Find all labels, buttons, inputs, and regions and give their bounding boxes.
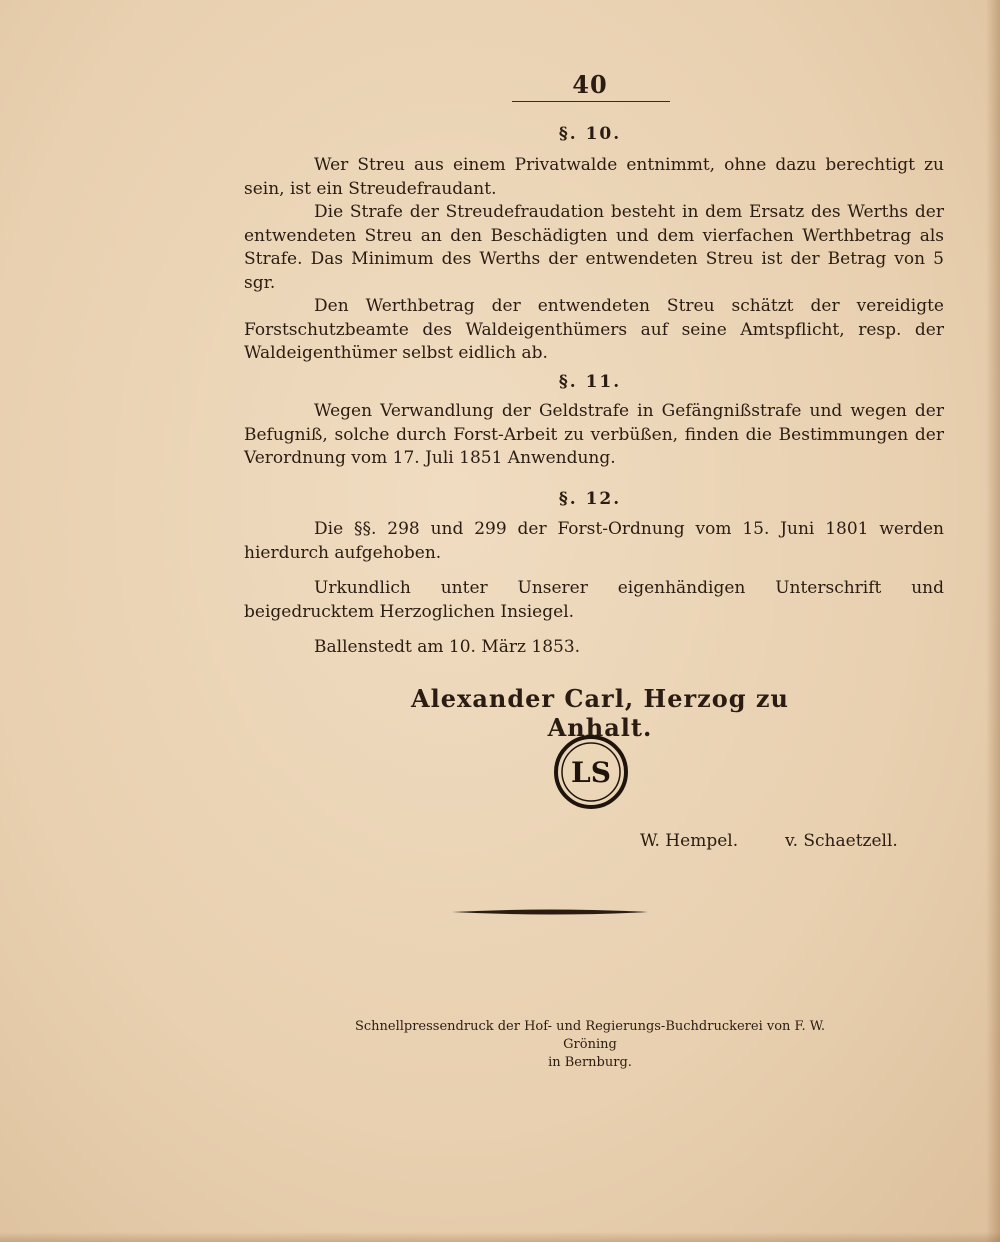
section-12-paragraph-2: Urkundlich unter Unserer eigenhändigen Unterschrift und beigedrucktem Herzoglichen Insiegel. bbox=[244, 578, 944, 622]
section-11-paragraph-1: Wegen Verwandlung der Geldstrafe in Gefängnißstrafe und wegen der Befugniß, solche durch Forst-Arbeit zu verbüßen, finden die Bestimmungen der Verordnung vom 17. Juli 1851 Anwendung. bbox=[244, 401, 944, 468]
ducal-signature: Alexander Carl, Herzog zu Anhalt. bbox=[411, 684, 789, 742]
section-12-heading: §. 12. bbox=[558, 489, 622, 509]
header-rule bbox=[512, 101, 670, 102]
countersignature-hempel: W. Hempel. bbox=[640, 831, 739, 851]
printer-imprint bbox=[330, 1018, 850, 1072]
seal-text: LS bbox=[571, 756, 611, 789]
section-10-paragraph-1: Wer Streu aus einem Privatwalde entnimmt, ohne dazu berechtigt zu sein, ist ein Streudefraudant. bbox=[244, 155, 944, 199]
imprint-line-1: Schnellpressendruck der Hof- und Regierungs-Buchdruckerei von F. W. Gröning bbox=[354, 1019, 826, 1052]
section-10-paragraph-2: Die Strafe der Streudefraudation besteht in dem Ersatz des Werths der entwendeten Streu an den Beschädigten und dem vierfachen Werthbetrag als Strafe. Das Minimum des Werths der entwendeten Streu ist der Betrag von 5 sgr. bbox=[244, 202, 944, 293]
section-10-heading: §. 10. bbox=[558, 124, 622, 144]
page-number: 40 bbox=[572, 70, 608, 99]
section-12-paragraph-1: Die §§. 298 und 299 der Forst-Ordnung vom 15. Juni 1801 werden hierdurch aufgehoben. bbox=[244, 519, 944, 563]
page-edge-shadow-bottom bbox=[0, 1232, 1000, 1242]
ornament-rule bbox=[450, 905, 650, 919]
seal-icon bbox=[553, 734, 629, 810]
section-11-heading: §. 11. bbox=[558, 372, 622, 392]
place-and-date: Ballenstedt am 10. März 1853. bbox=[314, 637, 581, 657]
countersignature-schaetzell: v. Schaetzell. bbox=[785, 831, 898, 851]
imprint-line-2: in Bernburg. bbox=[548, 1055, 632, 1070]
page-edge-shadow bbox=[986, 0, 1000, 1242]
section-10-paragraph-3: Den Werthbetrag der entwendeten Streu schätzt der vereidigte Forstschutzbeamte des Waldeigenthümers auf seine Amtspflicht, resp. der Waldeigenthümer selbst eidlich ab. bbox=[244, 296, 944, 363]
section-10-body bbox=[244, 154, 944, 366]
section-12-body bbox=[244, 518, 944, 660]
section-11-body bbox=[244, 400, 944, 471]
